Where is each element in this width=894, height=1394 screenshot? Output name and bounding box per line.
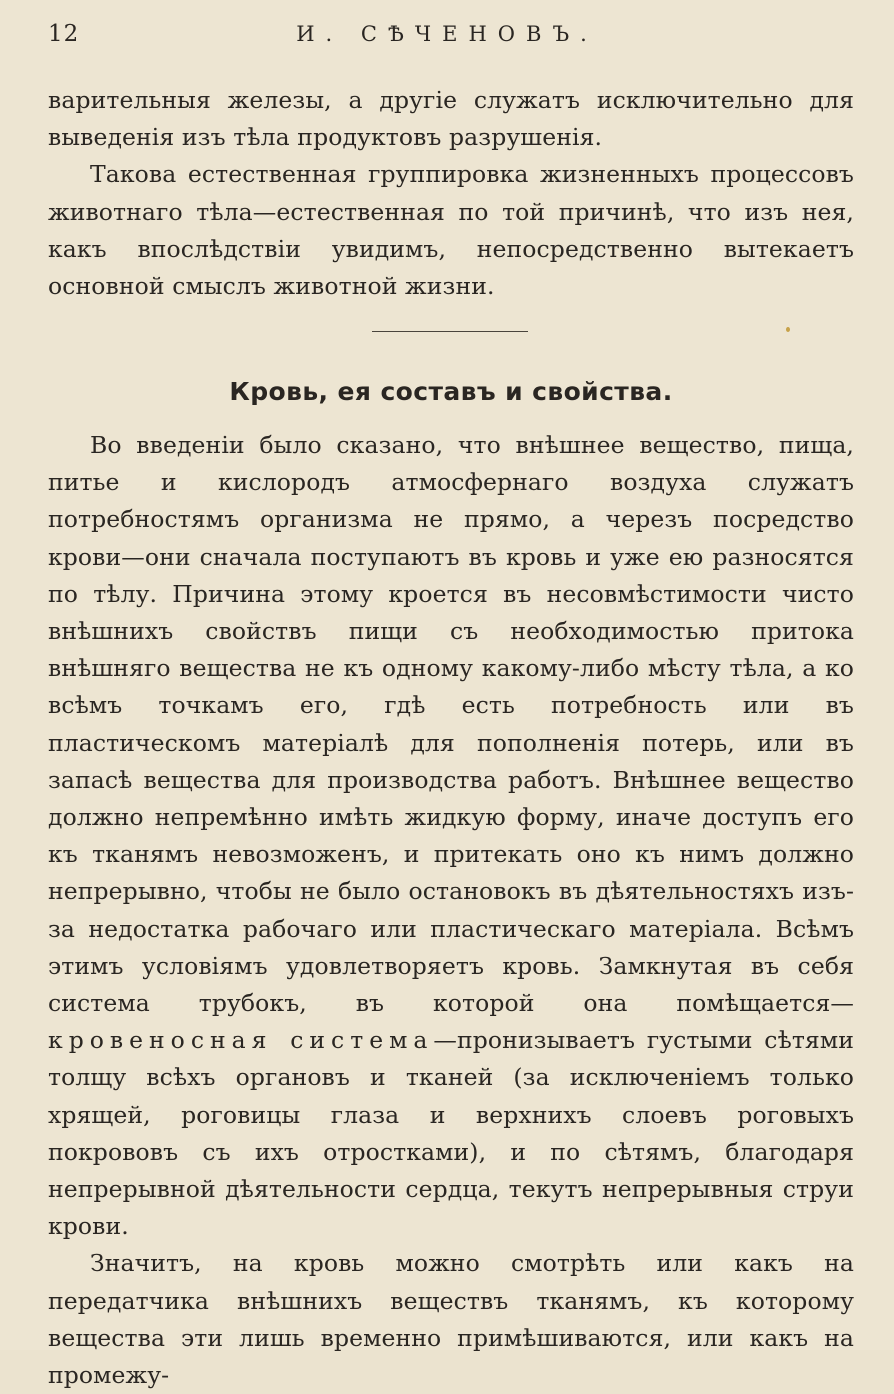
- paragraph: [48, 427, 854, 1245]
- page-number: 12: [48, 21, 80, 47]
- text-block-section: [48, 427, 854, 1394]
- page-header: [48, 18, 846, 50]
- paragraph-continuation: варительныя железы, а другіе служатъ исключительно для выведенія изъ тѣла продуктовъ разрушенія.: [48, 86, 854, 152]
- section-title: Кровь, ея составъ и свойства.: [229, 377, 673, 406]
- section-divider: [372, 331, 528, 332]
- ink-speck: [786, 327, 790, 332]
- paragraph: Значитъ, на кровь можно смотрѣть или какъ на передатчика внѣшнихъ веществъ тканямъ, къ которому вещества эти лишь временно примѣшиваются, или какъ на промежу-: [48, 1249, 854, 1390]
- spaced-term: кровеносная система: [48, 1026, 434, 1055]
- paragraph: Такова естественная группировка жизненныхъ процессовъ животнаго тѣла—естественная по той причинѣ, что изъ нея, какъ впослѣдствіи увидимъ, непосредственно вытекаетъ основной смыслъ животной жизни.: [48, 160, 854, 301]
- paragraph-text: —пронизываетъ густыми сѣтями толщу всѣхъ органовъ и тканей (за исключеніемъ только хрящей, роговицы глаза и верхнихъ слоевъ роговыхъ покрововъ съ ихъ отростками), и по сѣтямъ, благодаря непрерывной дѣятельности сердца, текутъ непрерывныя струи крови.: [48, 1026, 855, 1241]
- paragraph-text: Во введеніи было сказано, что внѣшнее вещество, пища, питье и кислородъ атмосфернаго воздуха служатъ потребностямъ организма не прямо, а черезъ посредство крови—они сначала поступаютъ въ кровь и уже ею разносятся по тѣлу. Причина этому кроется въ несовмѣстимости чисто внѣшнихъ свойствъ пищи съ необходимостью притока внѣшняго вещества не къ одному какому-либо мѣсту тѣла, а ко всѣмъ точкамъ его, гдѣ есть потребность или въ пластическомъ матеріалѣ для пополненія потерь, или въ запасѣ вещества для производства работъ. Внѣшнее вещество должно непремѣнно имѣть жидкую форму, иначе доступъ его къ тканямъ невозможенъ, и притекать оно къ нимъ должно непрерывно, чтобы не было остановокъ въ дѣятельностяхъ изъ-за недостатка рабочаго или пластическаго матеріала. Всѣмъ этимъ условіямъ удовлетворяетъ кровь. Замкнутая въ себя система трубокъ, въ которой она помѣщается—: [48, 431, 854, 1018]
- running-head: И. СѢЧЕНОВЪ.: [296, 22, 598, 46]
- text-block-top: [48, 82, 854, 305]
